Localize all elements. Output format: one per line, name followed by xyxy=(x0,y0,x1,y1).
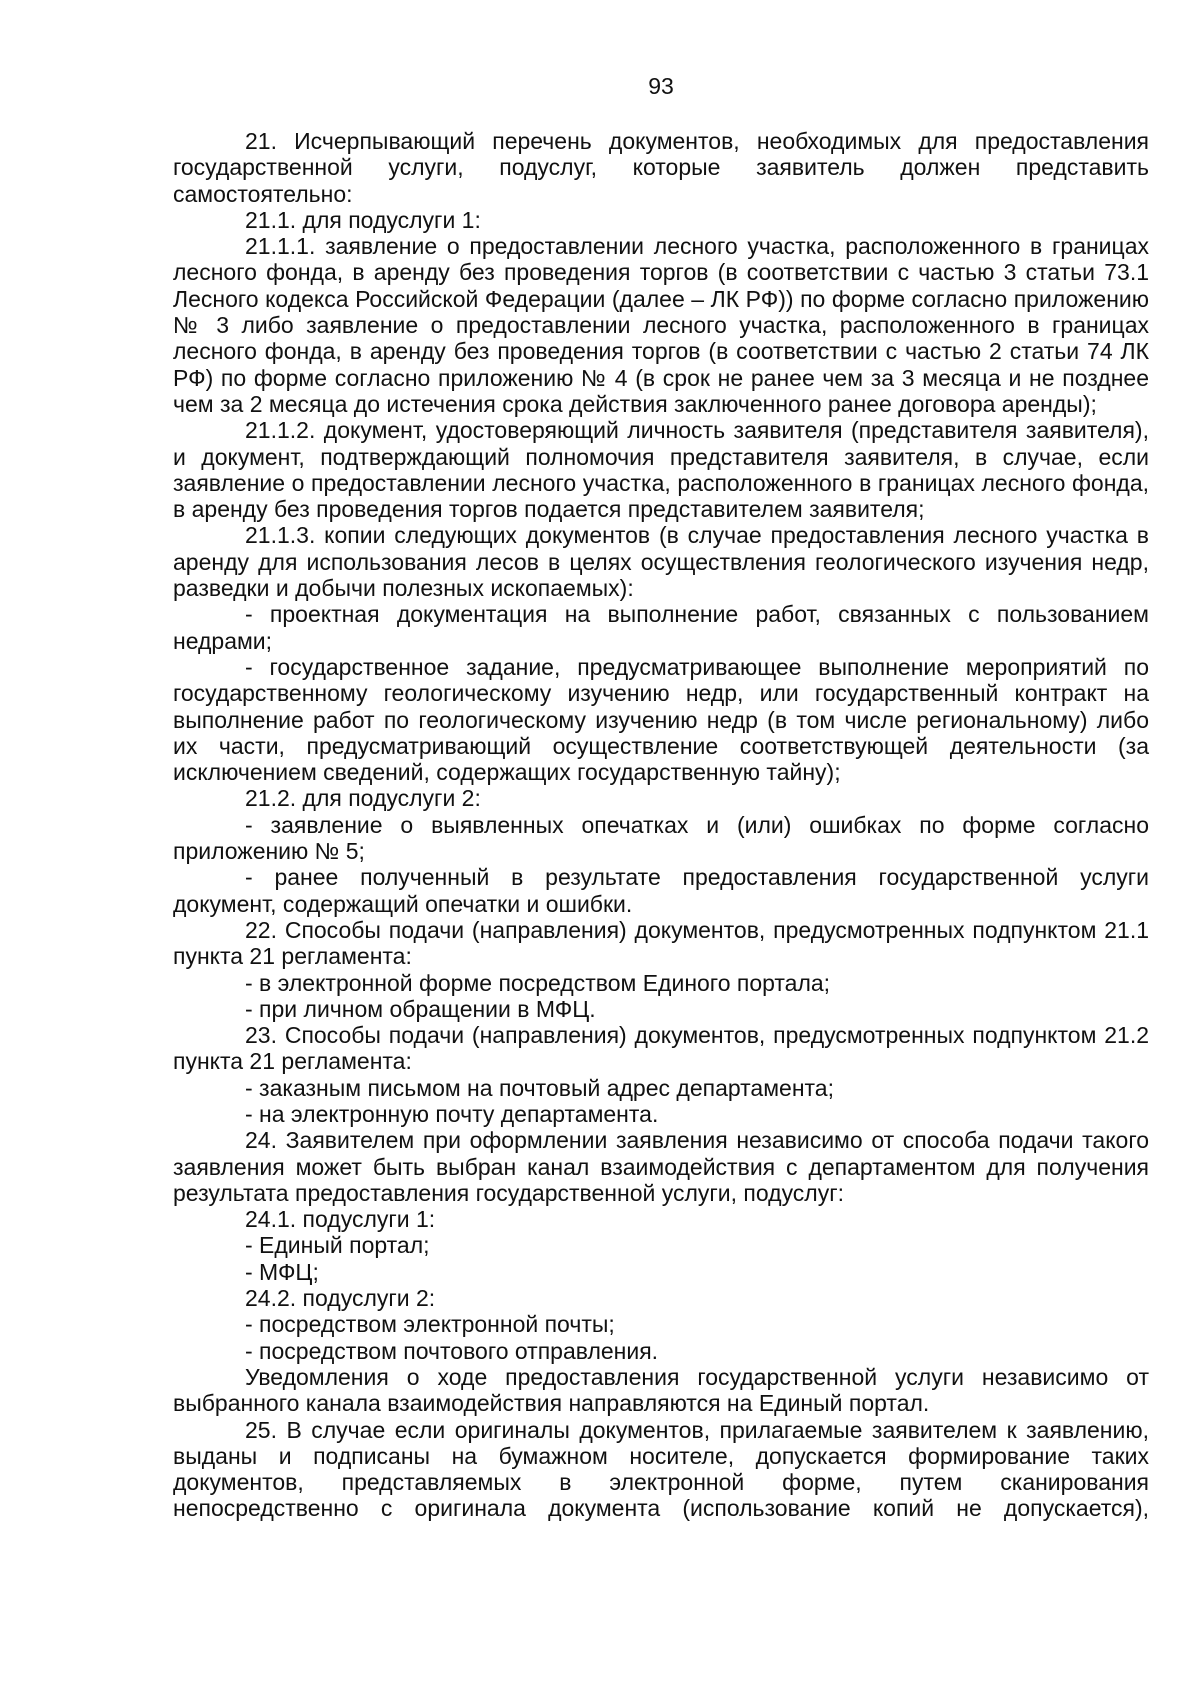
paragraph: - при личном обращении в МФЦ. xyxy=(245,995,596,1022)
paragraph: - государственное задание, предусматривающее выполнение мероприятий по государственному геологическому изучению недр, или государственный контракт на выполнение работ по геологическому изучению недр (в том числе региональному) либо их части, предусматривающий осуществление соответствующей деятельности (за исключением сведений, содержащих государственную тайну); xyxy=(173,653,1149,786)
paragraph: 21.2. для подуслуги 2: xyxy=(245,785,481,812)
paragraph: - посредством электронной почты; xyxy=(245,1311,615,1338)
paragraph: 24. Заявителем при оформлении заявления независимо от способа подачи такого заявления может быть выбран канал взаимодействия с департаментом для получения результата предоставления государственной услуги, подуслуг: xyxy=(173,1127,1149,1206)
paragraph: 25. В случае если оригиналы документов, прилагаемые заявителем к заявлению, выданы и подписаны на бумажном носителе, допускается формирование таких документов, представляемых в электронной форме, путем сканирования непосредственно с оригинала документа (использование копий не допускается), xyxy=(173,1416,1149,1522)
paragraph: 23. Способы подачи (направления) документов, предусмотренных подпунктом 21.2 пункта 21 регламента: xyxy=(173,1022,1149,1075)
paragraph: - посредством почтового отправления. xyxy=(245,1337,659,1364)
paragraph: 21.1.2. документ, удостоверяющий личность заявителя (представителя заявителя), и документ, подтверждающий полномочия представителя заявителя, в случае, если заявление о предоставлении лесного участка, расположенного в границах лесного фонда, в аренду без проведения торгов подается представителем заявителя; xyxy=(173,417,1149,523)
paragraph: - МФЦ; xyxy=(245,1258,319,1285)
paragraph: - заказным письмом на почтовый адрес департамента; xyxy=(245,1074,834,1101)
paragraph: 22. Способы подачи (направления) документов, предусмотренных подпунктом 21.1 пункта 21 регламента: xyxy=(173,916,1149,970)
paragraph: 24.1. подуслуги 1: xyxy=(245,1206,436,1233)
paragraph: Уведомления о ходе предоставления государственной услуги независимо от выбранного канала взаимодействия направляются на Единый портал. xyxy=(173,1363,1149,1417)
paragraph: 21.1.1. заявление о предоставлении лесного участка, расположенного в границах лесного фонда, в аренду без проведения торгов (в соответствии с частью 3 статьи 73.1 Лесного кодекса Российской Федерации (далее – ЛК РФ)) по форме согласно приложению № 3 либо заявление о предоставлении лесного участка, расположенного в границах лесного фонда, в аренду без проведения торгов (в соответствии с частью 2 статьи 74 ЛК РФ) по форме согласно приложению № 4 (в срок не ранее чем за 3 месяца и не позднее чем за 2 месяца до истечения срока действия заключенного ранее договора аренды); xyxy=(173,233,1149,417)
paragraph: - ранее полученный в результате предоставления государственной услуги документ, содержащий опечатки и ошибки. xyxy=(173,864,1149,917)
paragraph: 21.1. для подуслуги 1: xyxy=(245,206,481,233)
paragraph: 21. Исчерпывающий перечень документов, необходимых для предоставления государственной услуги, подуслуг, которые заявитель должен представить самостоятельно: xyxy=(173,128,1149,207)
paragraph: 21.1.3. копии следующих документов (в случае предоставления лесного участка в аренду для использования лесов в целях осуществления геологического изучения недр, разведки и добычи полезных ископаемых): xyxy=(173,522,1149,602)
paragraph: - на электронную почту департамента. xyxy=(245,1100,659,1127)
paragraph: - в электронной форме посредством Единого портала; xyxy=(245,969,831,996)
paragraph: - Единый портал; xyxy=(245,1232,430,1259)
paragraph: - проектная документация на выполнение работ, связанных с пользованием недрами; xyxy=(173,601,1149,654)
paragraph: - заявление о выявленных опечатках и (или) ошибках по форме согласно приложению № 5; xyxy=(173,811,1149,865)
paragraph: 24.2. подуслуги 2: xyxy=(245,1285,436,1312)
page-number: 93 xyxy=(648,73,674,99)
document-body xyxy=(173,128,1149,1522)
